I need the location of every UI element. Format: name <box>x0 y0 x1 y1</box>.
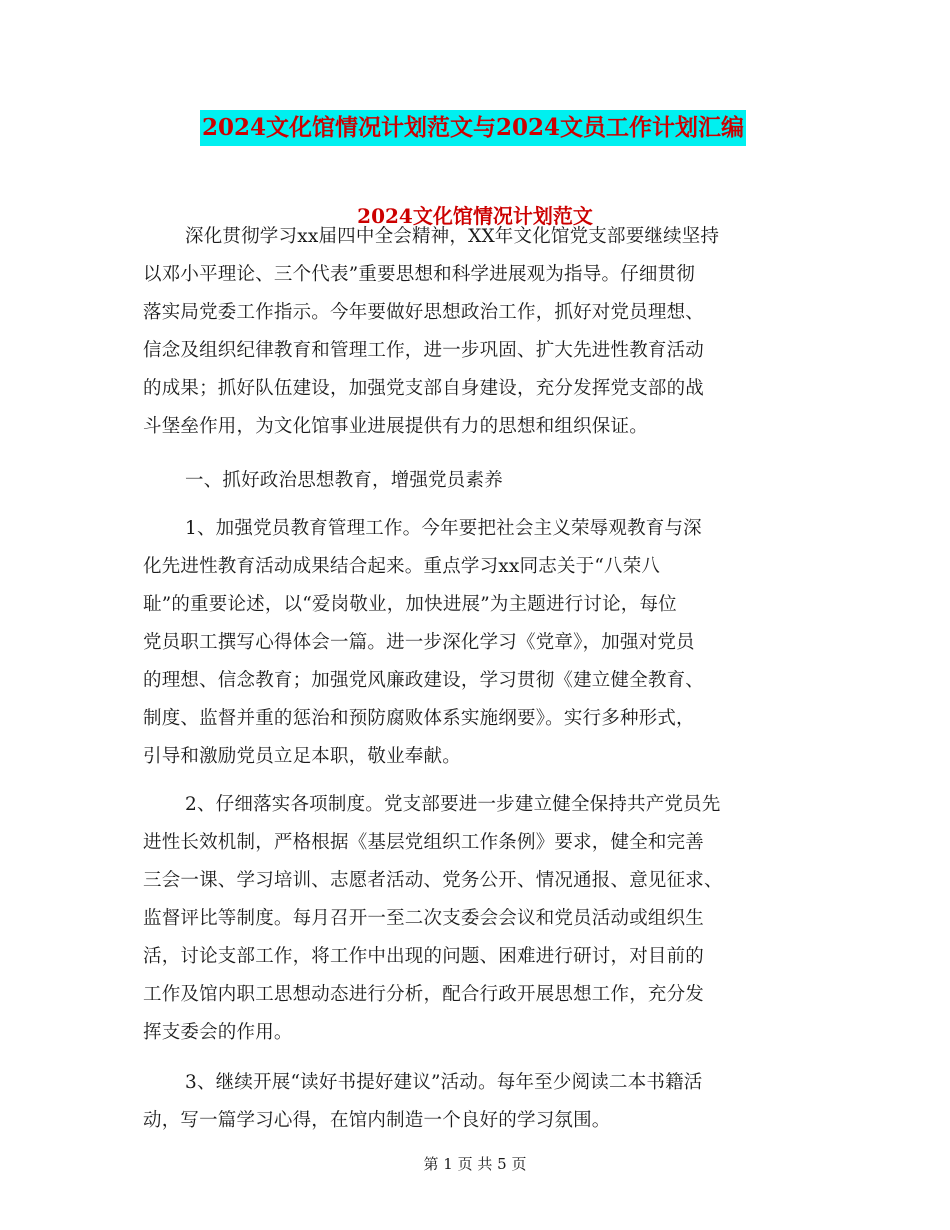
body-line: 3、继续开展“读好书提好建议”活动。每年至少阅读二本书籍活 <box>185 1072 703 1093</box>
body-line: 化先进性教育活动成果结合起来。重点学习xx同志关于“八荣八 <box>143 556 661 577</box>
body-line: 的理想、信念教育；加强党风廉政建设，学习贯彻《建立健全教育、 <box>143 670 705 691</box>
body-line: 工作及馆内职工思想动态进行分析，配合行政开展思想工作，充分发 <box>143 984 705 1005</box>
body-line: 以邓小平理论、三个代表”重要思想和科学进展观为指导。仔细贯彻 <box>143 264 695 285</box>
body-line: 三会一课、学习培训、志愿者活动、党务公开、情况通报、意见征求、 <box>143 870 723 891</box>
body-line: 一、抓好政治思想教育，增强党员素养 <box>185 470 503 491</box>
body-line: 落实局党委工作指示。今年要做好思想政治工作，抓好对党员理想、 <box>143 302 705 323</box>
body-line: 深化贯彻学习xx届四中全会精神，XX年文化馆党支部要继续坚持 <box>185 226 720 247</box>
body-line: 的成果；抓好队伍建设，加强党支部自身建设，充分发挥党支部的战 <box>143 378 705 399</box>
body-line: 1、加强党员教育管理工作。今年要把社会主义荣辱观教育与深 <box>185 518 702 539</box>
body-line: 耻”的重要论述，以“爱岗敬业，加快进展”为主题进行讨论，每位 <box>143 594 677 615</box>
section-title: 2024文化馆情况计划范文 <box>357 204 593 228</box>
page-footer: 第 1 页 共 5 页 <box>423 1155 527 1173</box>
document-main-title: 2024文化馆情况计划范文与2024文员工作计划汇编 <box>200 110 746 146</box>
body-line: 2、仔细落实各项制度。党支部要进一步建立健全保持共产党员先 <box>185 794 721 815</box>
body-line: 斗堡垒作用，为文化馆事业进展提供有力的思想和组织保证。 <box>143 416 648 437</box>
body-line: 信念及组织纪律教育和管理工作，进一步巩固、扩大先进性教育活动 <box>143 340 705 361</box>
body-line: 进性长效机制，严格根据《基层党组织工作条例》要求，健全和完善 <box>143 832 705 853</box>
body-line: 制度、监督并重的惩治和预防腐败体系实施纲要》。实行多种形式， <box>143 708 695 729</box>
body-line: 引导和激励党员立足本职，敬业奉献。 <box>143 746 461 767</box>
body-line: 动，写一篇学习心得，在馆内制造一个良好的学习氛围。 <box>143 1110 611 1131</box>
body-line: 活，讨论支部工作，将工作中出现的问题、困难进行研讨，对目前的 <box>143 946 705 967</box>
body-line: 监督评比等制度。每月召开一至二次支委会会议和党员活动或组织生 <box>143 908 705 929</box>
body-line: 党员职工撰写心得体会一篇。进一步深化学习《党章》，加强对党员 <box>143 632 695 653</box>
body-line: 挥支委会的作用。 <box>143 1022 293 1043</box>
